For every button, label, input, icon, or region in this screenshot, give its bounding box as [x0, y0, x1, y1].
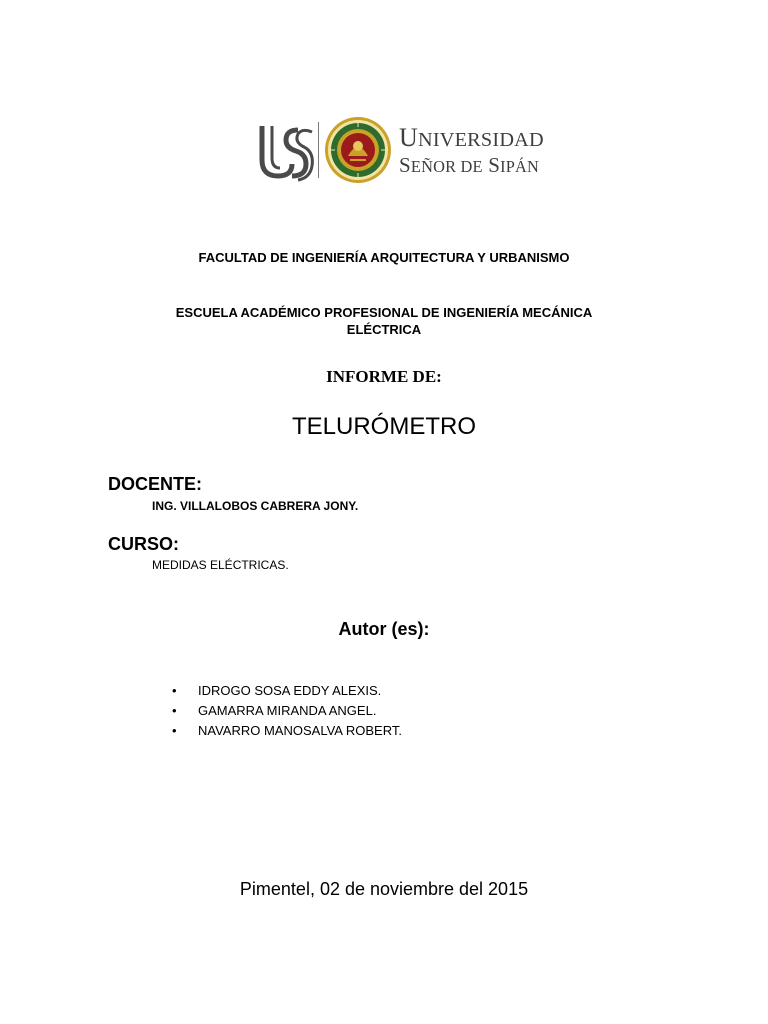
uss-monogram-icon	[258, 120, 314, 182]
university-name	[399, 124, 544, 178]
school-name-line1: ESCUELA ACADÉMICO PROFESIONAL DE INGENIERÍA MECÁNICA	[175, 305, 593, 320]
university-seal-icon	[324, 116, 392, 184]
list-item	[172, 683, 402, 703]
author-name: GAMARRA MIRANDA ANGEL.	[198, 703, 377, 718]
bullet-icon: •	[172, 683, 177, 698]
place-and-date: Pimentel, 02 de noviembre del 2015	[239, 879, 529, 899]
university-name-rest: NIVERSIDAD	[417, 129, 544, 151]
list-item	[172, 703, 402, 723]
faculty-name: FACULTAD DE INGENIERÍA ARQUITECTURA Y URBANISMO	[198, 250, 570, 265]
school-name	[0, 304, 768, 338]
curso-label: CURSO:	[108, 534, 179, 554]
sipan-rest: IPÁN	[500, 157, 540, 176]
university-logo	[258, 116, 550, 184]
authors-heading: Autor (es):	[338, 619, 430, 639]
university-name-line2	[399, 154, 544, 178]
logo-divider	[318, 122, 319, 178]
report-label: INFORME DE:	[326, 367, 442, 386]
school-name-line2: ELÉCTRICA	[346, 322, 422, 337]
author-name: IDROGO SOSA EDDY ALEXIS.	[198, 683, 382, 698]
bullet-icon: •	[172, 703, 177, 718]
author-name: NAVARRO MANOSALVA ROBERT.	[198, 723, 402, 738]
senor-cap: S	[399, 153, 411, 177]
university-name-line1	[399, 124, 544, 154]
university-name-cap: U	[399, 123, 418, 152]
senor-rest: EÑOR DE	[410, 157, 483, 176]
bullet-icon: •	[172, 723, 177, 738]
authors-list	[172, 683, 402, 743]
list-item	[172, 723, 402, 743]
curso-value: MEDIDAS ELÉCTRICAS.	[152, 558, 289, 572]
report-title: TELURÓMETRO	[291, 413, 476, 440]
docente-label: DOCENTE:	[108, 474, 202, 494]
sipan-cap: S	[488, 153, 501, 177]
docente-value: ING. VILLALOBOS CABRERA JONY.	[152, 499, 359, 513]
